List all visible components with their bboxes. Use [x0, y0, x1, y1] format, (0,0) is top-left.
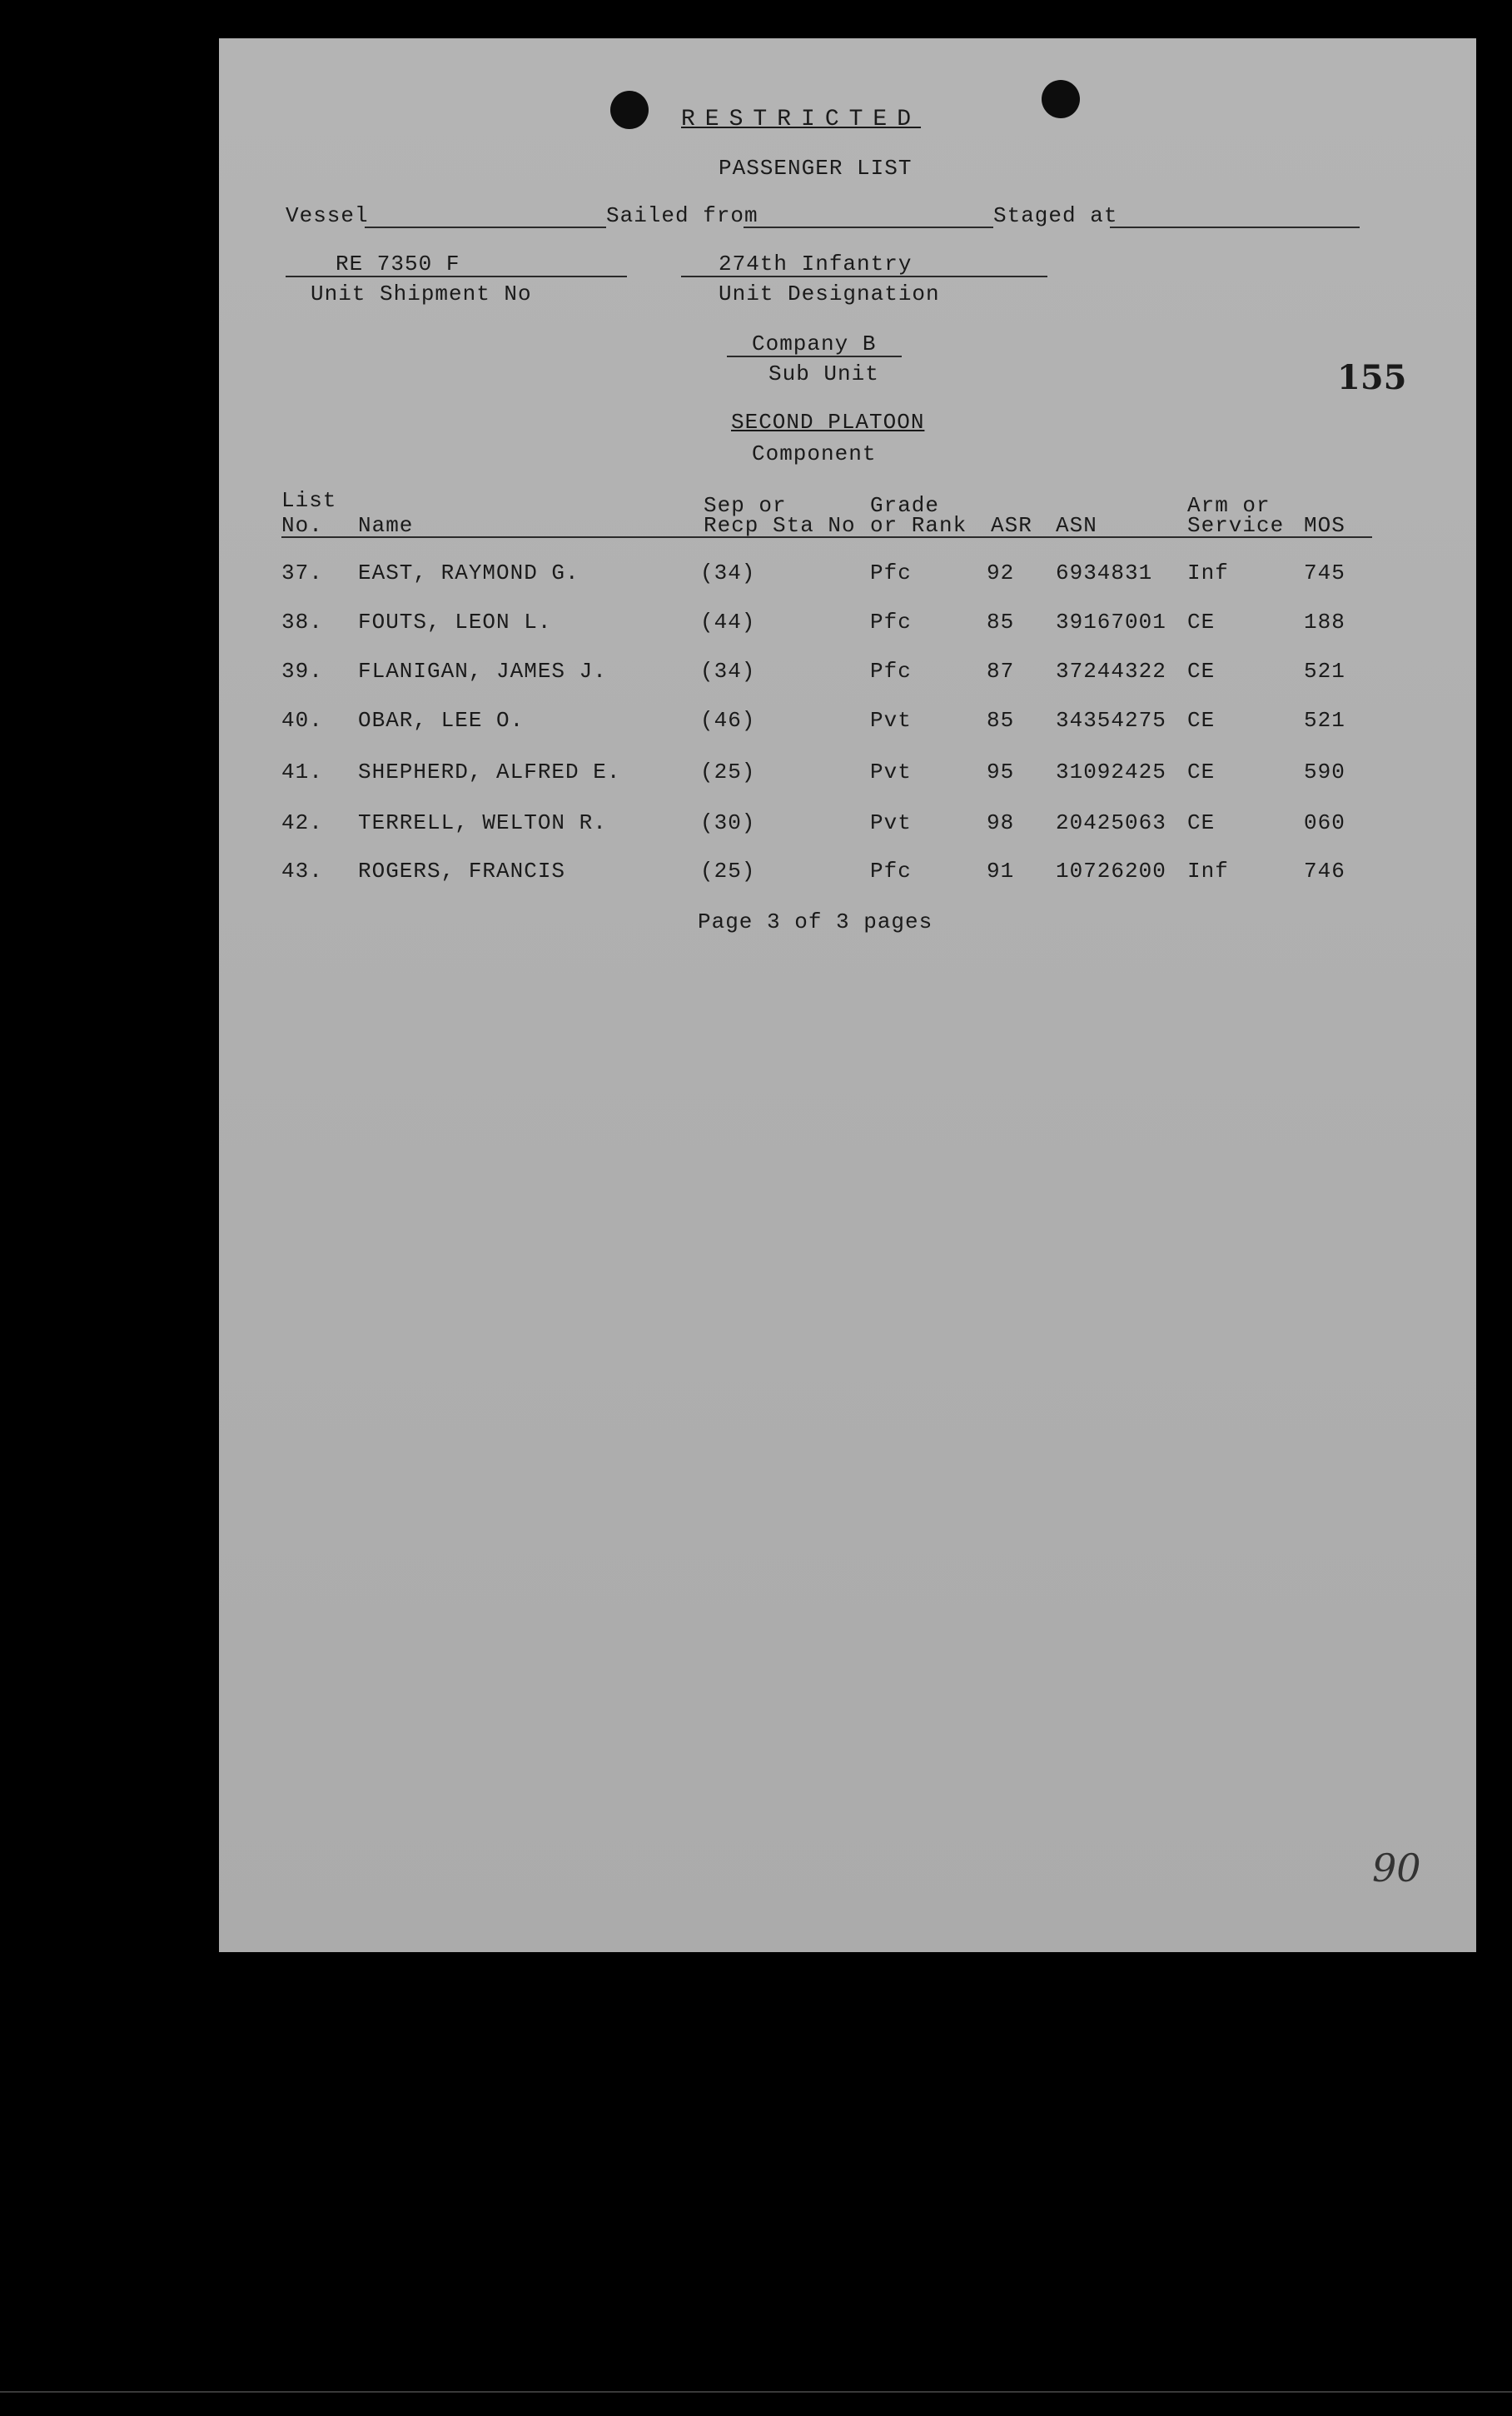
cell-asn: 37244322 — [1056, 659, 1166, 684]
header-sep-2: Recp Sta No — [704, 513, 856, 538]
cell-grade: Pvt — [870, 810, 912, 835]
header-sep-1: Sep or — [704, 493, 787, 518]
staged-at-line — [1110, 227, 1360, 228]
header-name: Name — [358, 513, 414, 538]
header-arm-2: Service — [1187, 513, 1285, 538]
cell-asr: 87 — [987, 659, 1015, 684]
cell-mos: 745 — [1304, 560, 1345, 585]
sailed-from-label: Sailed from — [606, 203, 758, 228]
cell-asn: 6934831 — [1056, 560, 1153, 585]
punch-hole-right — [1042, 80, 1080, 118]
unit-designation-label: Unit Designation — [719, 281, 940, 306]
header-grade-2: or Rank — [870, 513, 967, 538]
component-label: Component — [752, 441, 877, 466]
header-rule — [281, 536, 1372, 538]
cell-name: OBAR, LEE O. — [358, 708, 525, 733]
handwritten-mark: 90 — [1372, 1846, 1421, 1890]
cell-arm: Inf — [1187, 859, 1229, 884]
cell-grade: Pfc — [870, 659, 912, 684]
unit-designation-line — [681, 276, 1047, 277]
component: SECOND PLATOON — [731, 410, 925, 435]
cell-mos: 590 — [1304, 760, 1345, 785]
cell-list-no: 42. — [281, 810, 323, 835]
cell-list-no: 43. — [281, 859, 323, 884]
cell-asr: 85 — [987, 610, 1015, 635]
staged-at-label: Staged at — [993, 203, 1118, 228]
cell-list-no: 38. — [281, 610, 323, 635]
cell-sep: (46) — [700, 708, 756, 733]
unit-shipment-line — [286, 276, 627, 277]
cell-name: FOUTS, LEON L. — [358, 610, 552, 635]
cell-arm: CE — [1187, 708, 1216, 733]
cell-list-no: 37. — [281, 560, 323, 585]
cell-asr: 91 — [987, 859, 1015, 884]
punch-hole-left — [610, 91, 649, 129]
cell-name: FLANIGAN, JAMES J. — [358, 659, 607, 684]
vessel-label: Vessel — [286, 203, 369, 228]
header-arm-1: Arm or — [1187, 493, 1271, 518]
cell-list-no: 41. — [281, 760, 323, 785]
cell-name: ROGERS, FRANCIS — [358, 859, 566, 884]
document-page — [219, 38, 1476, 1952]
cell-name: TERRELL, WELTON R. — [358, 810, 607, 835]
cell-asn: 10726200 — [1056, 859, 1166, 884]
page-footer: Page 3 of 3 pages — [698, 909, 933, 934]
cell-arm: CE — [1187, 659, 1216, 684]
header-asn: ASN — [1056, 513, 1097, 538]
cell-asr: 98 — [987, 810, 1015, 835]
cell-asn: 31092425 — [1056, 760, 1166, 785]
cell-mos: 521 — [1304, 708, 1345, 733]
cell-list-no: 39. — [281, 659, 323, 684]
document-title: RESTRICTED — [681, 107, 922, 132]
cell-mos: 746 — [1304, 859, 1345, 884]
unit-shipment-label: Unit Shipment No — [311, 281, 532, 306]
header-asr: ASR — [991, 513, 1032, 538]
cell-asr: 92 — [987, 560, 1015, 585]
document-subtitle: PASSENGER LIST — [719, 156, 913, 181]
cell-sep: (34) — [700, 560, 756, 585]
cell-arm: CE — [1187, 760, 1216, 785]
cell-list-no: 40. — [281, 708, 323, 733]
cell-mos: 521 — [1304, 659, 1345, 684]
cell-asr: 95 — [987, 760, 1015, 785]
cell-sep: (44) — [700, 610, 756, 635]
sub-unit-label: Sub Unit — [768, 361, 879, 386]
cell-grade: Pvt — [870, 760, 912, 785]
cell-sep: (25) — [700, 760, 756, 785]
cell-asr: 85 — [987, 708, 1015, 733]
cell-name: EAST, RAYMOND G. — [358, 560, 579, 585]
unit-shipment-no: RE 7350 F — [336, 252, 460, 276]
cell-grade: Pfc — [870, 610, 912, 635]
page-number: 155 — [1337, 358, 1407, 397]
cell-grade: Pfc — [870, 560, 912, 585]
cell-asn: 20425063 — [1056, 810, 1166, 835]
cell-arm: CE — [1187, 610, 1216, 635]
header-mos: MOS — [1304, 513, 1345, 538]
cell-sep: (25) — [700, 859, 756, 884]
sub-unit: Company B — [752, 331, 877, 356]
sailed-from-line — [744, 227, 993, 228]
scan-edge-line — [0, 2391, 1512, 2393]
cell-asn: 39167001 — [1056, 610, 1166, 635]
cell-arm: Inf — [1187, 560, 1229, 585]
cell-mos: 060 — [1304, 810, 1345, 835]
cell-sep: (30) — [700, 810, 756, 835]
header-grade-1: Grade — [870, 493, 940, 518]
cell-asn: 34354275 — [1056, 708, 1166, 733]
cell-name: SHEPHERD, ALFRED E. — [358, 760, 621, 785]
cell-sep: (34) — [700, 659, 756, 684]
header-list-no-1: List — [281, 488, 337, 513]
cell-grade: Pfc — [870, 859, 912, 884]
header-list-no-2: No. — [281, 513, 323, 538]
sub-unit-line — [727, 356, 902, 357]
unit-designation: 274th Infantry — [719, 252, 913, 276]
vessel-line — [365, 227, 606, 228]
cell-grade: Pvt — [870, 708, 912, 733]
cell-mos: 188 — [1304, 610, 1345, 635]
cell-arm: CE — [1187, 810, 1216, 835]
